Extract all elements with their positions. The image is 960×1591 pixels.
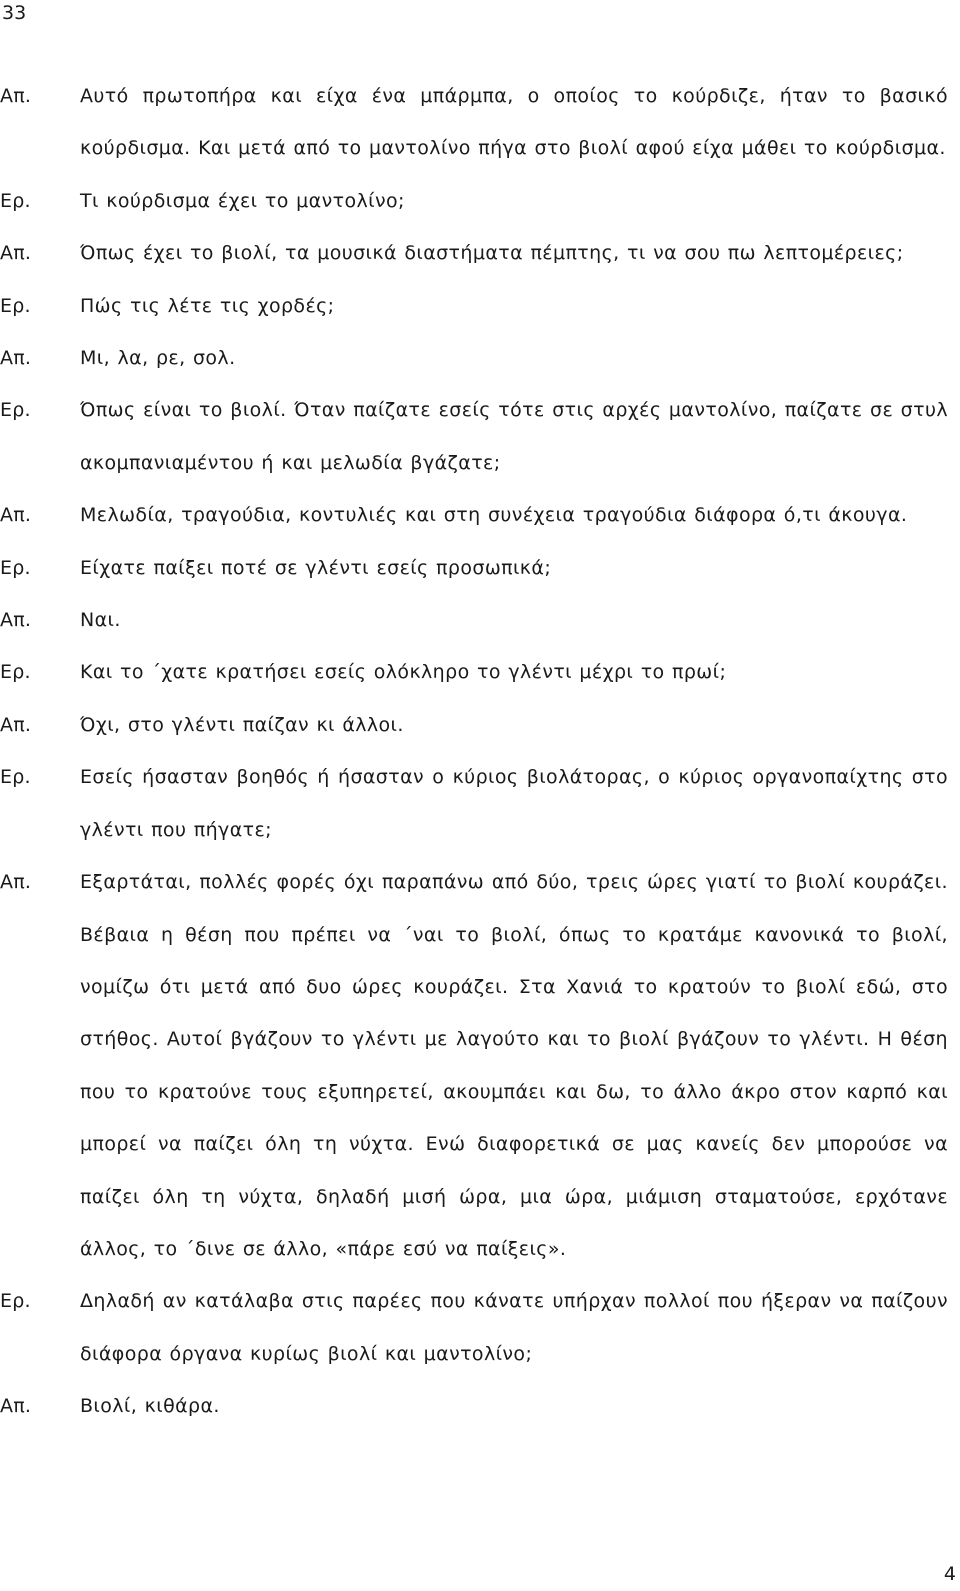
entry-text: Πώς τις λέτε τις χορδές; [80,294,335,317]
entry-text: Δηλαδή αν κατάλαβα στις παρέες που κάνατε υπήρχαν πολλοί που ήξεραν να παίζουν διάφορα όργανα κυρίως βιολί και μαντολίνο; [80,1290,948,1365]
speaker-label: Ερ. [0,294,31,317]
speaker-label: Απ. [0,85,32,107]
page-number-bottom: 4 [943,1563,956,1585]
transcript-entry [0,280,948,332]
speaker-label: Απ. [0,1395,32,1418]
transcript-entry [0,384,948,489]
entry-text: Είχατε παίξει ποτέ σε γλέντι εσείς προσωπικά; [80,556,552,579]
transcript-entry [0,175,948,227]
speaker-label: Απ. [0,609,32,632]
speaker-label: Ερ. [0,556,31,579]
entry-text: Τι κούρδισμα έχει το μαντολίνο; [80,189,405,212]
entry-text: Και το ΄χατε κρατήσει εσείς ολόκληρο το γλέντι μέχρι το πρωί; [80,661,727,684]
transcript-entry [0,227,948,279]
speaker-label: Απ. [0,504,32,527]
speaker-label: Απ. [0,713,32,736]
speaker-label: Απ. [0,871,32,894]
entry-text: Μι, λα, ρε, σολ. [80,347,236,370]
speaker-label: Απ. [0,347,32,370]
speaker-label: Απ. [0,242,32,265]
transcript-entry [0,70,948,175]
transcript-entry [0,542,948,594]
entry-text: Όχι, στο γλέντι παίζαν κι άλλοι. [80,713,404,736]
speaker-label: Ερ. [0,766,31,789]
transcript-entry [0,699,948,751]
speaker-label: Ερ. [0,661,31,684]
transcript-entry [0,751,948,856]
transcript-entry [0,489,948,541]
speaker-label: Ερ. [0,399,31,422]
entry-text: Βιολί, κιθάρα. [80,1395,220,1418]
entry-text: Εξαρτάται, πολλές φορές όχι παραπάνω από δύο, τρεις ώρες γιατί το βιολί κουράζει. Βέβαια η θέση που πρέπει να ΄ναι το βιολί, όπως το κρατάμε κανονικά το βιολί, νομίζω ότι μετά από δυο ώρες κουράζει. Στα Χανιά το κρατούν το βιολί εδώ, στο στήθος. Αυτοί βγάζουν το γλέντι με λαγούτο και το βιολί βγάζουν το γλέντι. Η θέση που το κρατούνε τους εξυπηρετεί, ακουμπάει και δω, το άλλο άκρο στον καρπό και μπορεί να παίζει όλη τη νύχτα. Ενώ διαφορετικά σε μας κανείς δεν μπορούσε να παίζει όλη τη νύχτα, δηλαδή μισή ώρα, μια ώρα, μιάμιση σταματούσε, ερχότανε άλλος, το ΄δινε σε άλλο, «πάρε εσύ να παίξεις». [80,871,948,1260]
transcript-entry [0,594,948,646]
interview-transcript [0,70,948,1433]
entry-text: Όπως έχει το βιολί, τα μουσικά διαστήματα πέμπτης, τι να σου πω λεπτομέρειες; [80,242,904,265]
transcript-entry [0,646,948,698]
transcript-entry [0,332,948,384]
entry-text: Εσείς ήσασταν βοηθός ή ήσασταν ο κύριος βιολάτορας, ο κύριος οργανοπαίχτης στο γλέντι που πήγατε; [80,766,948,841]
page-number-top: 33 [2,2,27,24]
transcript-entry [0,1275,948,1380]
entry-text: Ναι. [80,609,121,632]
entry-text: Αυτό πρωτοπήρα και είχα ένα μπάρμπα, ο οποίος το κούρδιζε, ήταν το βασικό κούρδισμα. Και μετά από το μαντολίνο πήγα στο βιολί αφού είχα μάθει το κούρδισμα. [80,85,948,160]
speaker-label: Ερ. [0,1290,31,1313]
transcript-entry [0,856,948,1275]
entry-text: Μελωδία, τραγούδια, κοντυλιές και στη συνέχεια τραγούδια διάφορα ό,τι άκουγα. [80,504,908,527]
entry-text: Όπως είναι το βιολί. Όταν παίζατε εσείς τότε στις αρχές μαντολίνο, παίζατε σε στυλ ακομπανιαμέντου ή και μελωδία βγάζατε; [80,399,948,474]
transcript-entry [0,1380,948,1432]
speaker-label: Ερ. [0,189,31,212]
